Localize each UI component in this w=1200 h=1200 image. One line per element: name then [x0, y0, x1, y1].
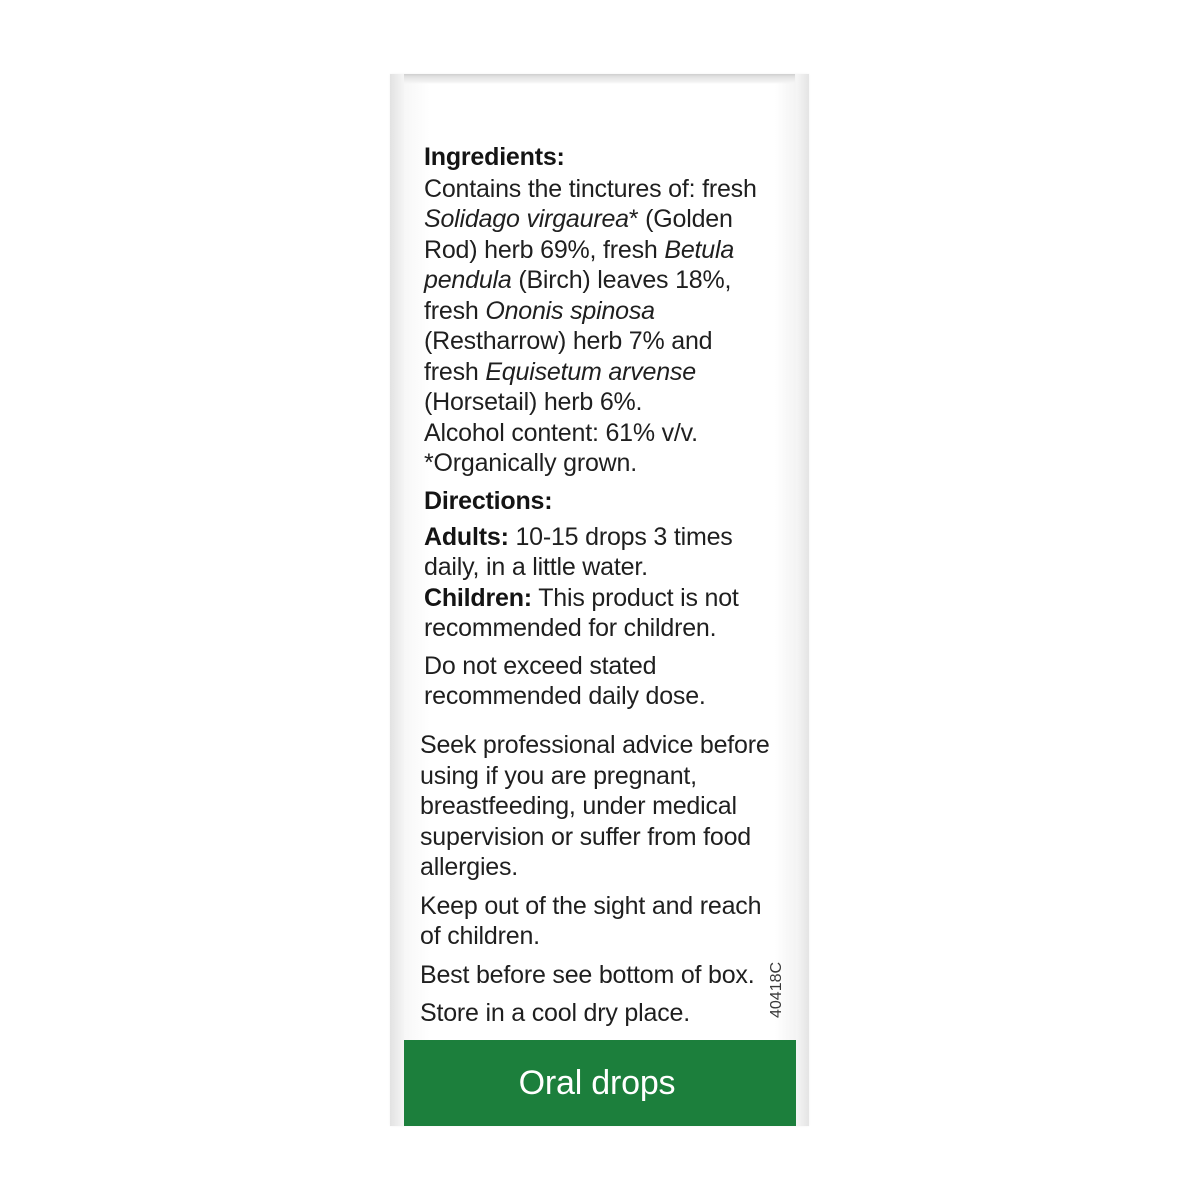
dose-warning-line-2: recommended daily dose.	[424, 682, 706, 710]
product-code: 40418C	[768, 961, 785, 1018]
box-right-edge	[796, 74, 809, 1126]
ingredients-line: Contains the tinctures of: fresh	[424, 174, 757, 203]
adults-label: Adults:	[424, 522, 509, 551]
ingredients-line: (Restharrow) herb 7% and	[424, 327, 713, 355]
advice-line: breastfeeding, under medical	[420, 792, 737, 820]
box-top-edge	[404, 74, 795, 84]
ingredients-line: Rod) herb 69%, fresh	[424, 235, 665, 264]
ingredient-latin-name: pendula	[424, 266, 512, 294]
adults-text: 10-15 drops 3 times	[508, 522, 733, 551]
ingredients-line: fresh	[424, 296, 486, 325]
children-text-continued: recommended for children.	[424, 614, 717, 642]
keep-out-of-reach-warning	[420, 891, 790, 952]
ingredients-line: * (Golden	[628, 205, 733, 233]
professional-advice-warning	[420, 730, 790, 883]
keep-line: Keep out of the sight and reach	[420, 891, 762, 920]
product-box-side-panel	[390, 74, 809, 1126]
warnings-section	[420, 730, 790, 1037]
ingredients-line: (Horsetail) herb 6%.	[424, 388, 643, 416]
ingredient-latin-name: Betula	[664, 235, 735, 264]
storage-note: Store in a cool dry place.	[420, 999, 690, 1027]
oral-drops-band	[404, 1040, 796, 1126]
ingredients-line: (Birch) leaves 18%,	[511, 266, 732, 294]
directions-heading: Directions:	[424, 487, 553, 515]
advice-line: Seek professional advice before	[420, 731, 770, 759]
ingredients-heading: Ingredients:	[424, 143, 565, 171]
adults-directions	[424, 522, 784, 553]
adults-text-continued: daily, in a little water.	[424, 553, 648, 581]
ingredient-latin-name: Equisetum arvense	[485, 357, 696, 386]
advice-line: using if you are pregnant,	[420, 761, 697, 790]
box-left-edge	[390, 74, 404, 1126]
directions-section	[424, 486, 784, 712]
ingredient-latin-name: Ononis spinosa	[485, 296, 655, 325]
advice-line: supervision or suffer from food	[420, 822, 751, 851]
organic-note: *Organically grown.	[424, 449, 637, 477]
ingredients-line: fresh	[424, 357, 486, 386]
oral-drops-label: Oral drops	[518, 1063, 676, 1102]
alcohol-content: Alcohol content: 61% v/v.	[424, 418, 698, 447]
advice-line: allergies.	[420, 853, 519, 881]
dose-warning-line-1: Do not exceed stated	[424, 651, 657, 680]
keep-line: of children.	[420, 922, 540, 950]
children-text: This product is not	[531, 583, 739, 612]
children-directions	[424, 583, 784, 614]
children-label: Children:	[424, 583, 532, 612]
ingredients-section	[424, 142, 784, 479]
ingredient-latin-name: Solidago virgaurea	[424, 205, 629, 233]
best-before-note: Best before see bottom of box.	[420, 960, 755, 989]
